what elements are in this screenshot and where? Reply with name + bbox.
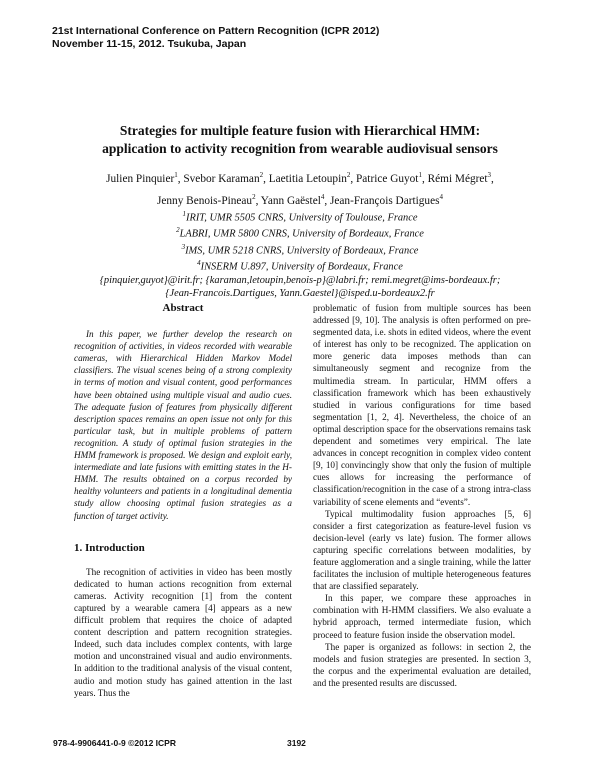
intro-paragraph: The recognition of activities in video has been mostly dedicated to human actions recognition from external cameras. Activity recognition [1] from the content captured by a wearable camera [4] appears as a new difficult problem that requires the choice of adapted content description and pattern recognition strategies. Indeed, such data includes complex contents, with large motion and unconstrained visual and audio environments. In addition to the traditional analysis of the visual content, audio and motion study has gained attention in the last years. Thus the: [74, 566, 292, 698]
abstract-text: In this paper, we further develop the research on recognition of activities, in videos recorded with wearable cameras, with Hierarchical Hidden Markov Model classifiers. The visual scenes being of a strong complexity in terms of motion and visual content, good performances have been obtained using multiple visual and audio cues. The adequate fusion of features from physically different description spaces remains an open issue not only for this particular task, but in multiple problems of pattern recognition. A study of optimal fusion strategies in the HMM framework is proposed. We design and exploit early, intermediate and late fusions with emitting states in the H-HMM. The results obtained on a corpus recorded by healthy volunteers and patients in a longitudinal dementia study allow choosing optimal fusion strategies as a function of target activity.: [74, 329, 292, 521]
paper-title: [60, 122, 540, 158]
author-name: , Svebor Karaman: [177, 172, 260, 185]
affil-mark: 4: [197, 259, 201, 268]
abstract-heading: Abstract: [162, 302, 204, 314]
title-line-2: application to activity recognition from wearable audiovisual sensors: [102, 141, 498, 156]
affiliation-text: INSERM U.897, University of Bordeaux, France: [200, 261, 403, 273]
intro-paragraph-continued: problematic of fusion from multiple sources has been addressed [9, 10]. The analysis is often performed on pre-segmented data, i.e. shots in edited videos, where the event of interest has only to be recognized. The application on more generic data imposes methods than can simultaneously segment and recognize from the multimedia stream. In particular, HMM offers a classification framework which has been exhaustively studied in various configurations for time based segmentation [1, 2, 4]. Nevertheless, the choice of an optimal description space for the observations remains task dependent and sometimes very empirical. The late advances in concept recognition in complex video content [9, 10] convincingly show that only the fusion of multiple cues allows for increasing the performance of classification/recognition in the case of a strong intra-class variability of scene elements and “events”.: [313, 303, 531, 507]
author-name: , Patrice Guyot: [350, 172, 419, 185]
title-line-1: Strategies for multiple feature fusion with Hierarchical HMM:: [119, 123, 481, 138]
page-number: 3192: [287, 738, 306, 748]
author-name: , Rémi Mégret: [421, 172, 488, 185]
conference-header: 21st International Conference on Pattern Recognition (ICPR 2012): [52, 25, 380, 37]
author-name: Jenny Benois-Pineau: [157, 194, 253, 207]
left-column: [74, 302, 292, 699]
author-affil-mark: 1: [174, 171, 178, 179]
author-separator: ,: [491, 172, 494, 185]
affiliation-text: IRIT, UMR 5505 CNRS, University of Toulouse, France: [186, 212, 418, 224]
email-line: {Jean-Francois.Dartigues, Yann.Gaestel}@isped.u-bordeaux2.fr: [165, 287, 435, 299]
author-list: [60, 166, 540, 210]
author-affil-mark: 2: [252, 192, 256, 201]
affiliation-text: LABRI, UMR 5800 CNRS, University of Bordeaux, France: [179, 228, 424, 240]
affil-mark: 3: [181, 242, 186, 251]
author-name: , Jean-François Dartigues: [324, 194, 440, 207]
author-name: Julien Pinquier: [106, 172, 175, 185]
email-line: {pinquier,guyot}@irit.fr; {karaman,letoupin,benois-p}@labri.fr; remi.megret@ims-bordeaux.fr;: [99, 274, 501, 286]
intro-paragraph: In this paper, we compare these approaches in combination with H-HMM classifiers. We also evaluate a hybrid approach, termed intermediate fusion, which proceed to feature fusion inside the observation model.: [313, 593, 531, 640]
footer-isbn: 978-4-9906441-0-9 ©2012 ICPR: [53, 738, 176, 748]
intro-paragraph: The paper is organized as follows: in section 2, the models and fusion strategies are presented. In section 3, the corpus and the experimental evaluation are detailed, and the presented results are discussed.: [313, 641, 531, 688]
conference-dates: November 11-15, 2012. Tsukuba, Japan: [52, 38, 247, 50]
affiliation-line: [60, 208, 540, 224]
author-affil-mark: 3: [487, 171, 492, 179]
author-name: , Yann Gaëstel: [255, 194, 321, 207]
affiliation-line: [60, 257, 540, 273]
affiliation-text: IMS, UMR 5218 CNRS, University of Bordeaux, France: [185, 245, 419, 257]
authors-line-2: [60, 188, 540, 210]
affil-mark: 1: [182, 210, 187, 218]
affiliation-line: [60, 241, 540, 257]
affil-mark: 2: [176, 226, 180, 235]
authors-line-1: [60, 166, 540, 188]
author-affil-mark: 4: [320, 192, 325, 201]
affiliation-line: [60, 224, 540, 240]
affiliations: [60, 208, 540, 300]
author-affil-mark: 2: [346, 171, 351, 179]
intro-paragraph: Typical multimodality fusion approaches [5, 6] consider a first categorization as feature-level fusion vs decision-level (early vs late) fusion. The former allows capturing specific correlations between modalities, by feature agglomeration and a single training, while the latter facilitates the inclusion of multiple heterogeneous features that are classified separately.: [313, 508, 531, 592]
author-name: , Laetitia Letoupin: [263, 172, 347, 185]
section-heading-introduction: 1. Introduction: [74, 541, 145, 554]
right-column: [313, 302, 531, 689]
author-affil-mark: 2: [259, 171, 264, 179]
author-affil-mark: 1: [418, 171, 422, 179]
author-affil-mark: 4: [439, 192, 443, 201]
